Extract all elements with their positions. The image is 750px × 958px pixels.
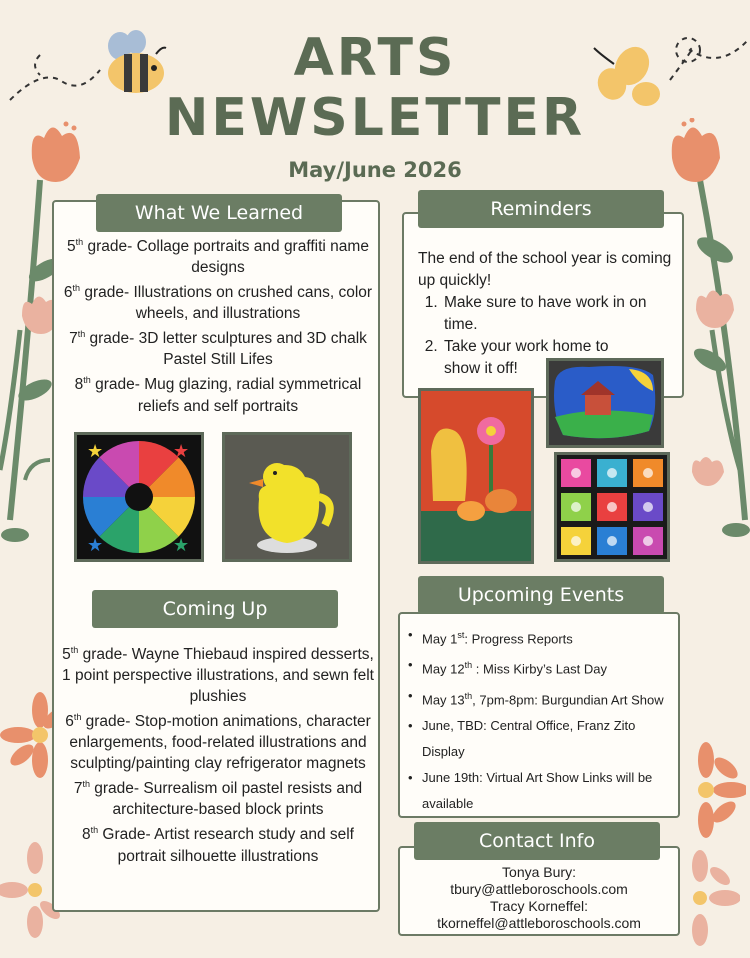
contact-name: Tracy Korneffel: (489, 898, 589, 914)
list-item: • June, TBD: Central Office, Franz Zito Display (404, 713, 680, 765)
flower-icon (670, 848, 740, 958)
learned-heading: What We Learned (96, 194, 342, 232)
newsletter-date: May/June 2026 (288, 158, 462, 182)
contact-name: Tonya Bury: (502, 864, 576, 880)
list-item: • May 12th : Miss Kirby’s Last Day (404, 652, 680, 682)
list-item: 7th grade- 3D letter sculptures and 3D chalk Pastel Still Lifes (69, 329, 367, 369)
pastel-still-life-artwork-image (418, 388, 534, 564)
list-item: 6th grade- Illustrations on crushed cans, color wheels, and illustrations (63, 283, 373, 323)
duck-mug-artwork-image (222, 432, 352, 562)
flower-icon (688, 452, 728, 492)
coming-up-heading: Coming Up (92, 590, 338, 628)
page-title-line2: NEWSLETTER (164, 88, 586, 148)
svg-text:★: ★ (87, 441, 104, 461)
contact-heading: Contact Info (414, 822, 660, 860)
contact-email[interactable]: tbury@attleboroschools.com (450, 881, 628, 897)
flower-icon (676, 740, 746, 850)
list-item: 2. Take your work home to show it off! (442, 336, 622, 380)
list-item: 6th grade- Stop-motion animations, character enlargements, food-related illustrations and sculpting/painting clay refrigerator magnets (65, 712, 371, 773)
contact-body (398, 864, 680, 932)
list-item: • May 1st: Progress Reports (404, 622, 680, 652)
list-item: 5th grade- Collage portraits and graffiti name designs (67, 237, 369, 277)
flower-icon (0, 840, 60, 950)
radial-symmetry-artwork-image (554, 452, 670, 562)
reminders-intro: The end of the school year is coming up quickly! (418, 250, 672, 289)
svg-text:★: ★ (87, 535, 104, 555)
coming-up-list (58, 640, 378, 867)
list-item: 8th Grade- Artist research study and self portrait silhouette illustrations (81, 825, 354, 865)
contact-email[interactable]: tkorneffel@attleboroschools.com (437, 915, 641, 931)
page-title-line1: ARTS (293, 28, 457, 88)
painted-rock-artwork-image (546, 358, 664, 448)
svg-text:★: ★ (173, 441, 190, 461)
list-item: • June 19th: Virtual Art Show Links will be available (404, 765, 680, 817)
list-item: • May 13th, 7pm-8pm: Burgundian Art Show (404, 683, 680, 713)
reminders-heading: Reminders (418, 190, 664, 228)
learned-list (58, 232, 378, 417)
list-item: 7th grade- Surrealism oil pastel resists and architecture-based block prints (73, 779, 363, 819)
events-list (404, 622, 680, 817)
svg-text:★: ★ (173, 535, 190, 555)
list-item: 5th grade- Wayne Thiebaud inspired desserts, 1 point perspective illustrations, and sewn felt plushies (62, 645, 374, 706)
flower-icon (0, 690, 60, 800)
flower-icon (690, 284, 740, 334)
color-wheel-artwork-image (74, 432, 204, 562)
events-heading: Upcoming Events (418, 576, 664, 614)
list-item: 1. Make sure to have work in on time. (442, 292, 680, 336)
list-item: 8th grade- Mug glazing, radial symmetrical reliefs and self portraits (74, 375, 362, 415)
